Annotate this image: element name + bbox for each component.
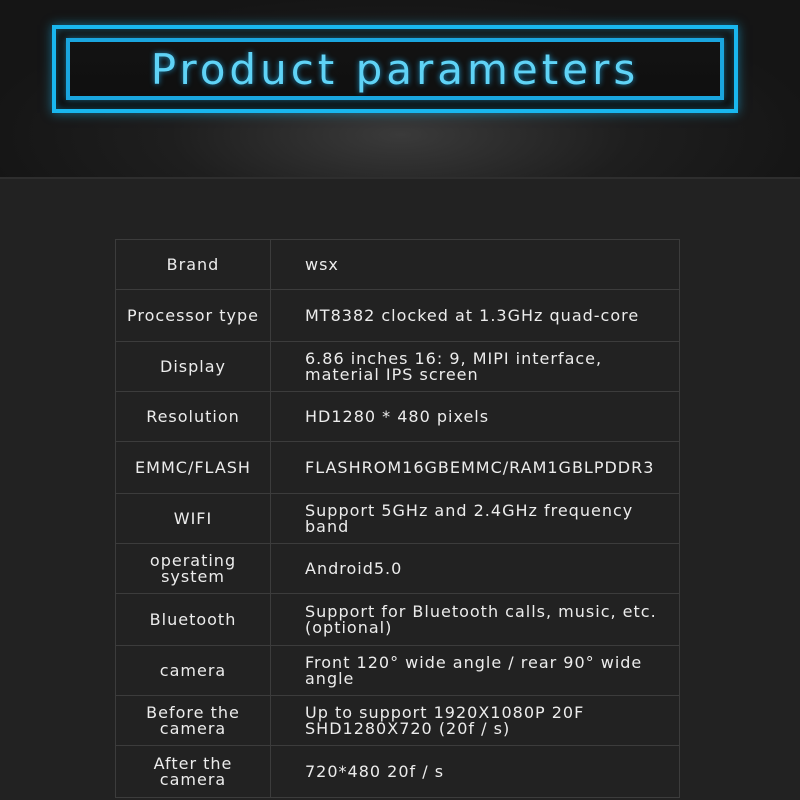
- spec-value: wsx: [305, 254, 339, 274]
- page-title: Product parameters: [150, 44, 640, 94]
- spec-label: Bluetooth: [116, 594, 271, 645]
- spec-row-before-camera: [115, 696, 680, 746]
- spec-label: Processor type: [116, 290, 271, 341]
- spec-label: EMMC/FLASH: [116, 442, 271, 493]
- spec-value: MT8382 clocked at 1.3GHz quad-core: [305, 305, 640, 325]
- spec-row-emmc-flash: [115, 442, 680, 494]
- spec-value: 6.86 inches 16: 9, MIPI interface, material IPS screen: [305, 348, 603, 384]
- spec-label: camera: [116, 646, 271, 695]
- spec-value: Support for Bluetooth calls, music, etc. (optional): [305, 601, 657, 637]
- title-frame: [52, 25, 738, 113]
- spec-value: 720*480 20f / s: [305, 761, 445, 781]
- spec-label: After the camera: [116, 746, 271, 797]
- spec-label: Before the camera: [116, 696, 271, 745]
- spec-value: FLASHROM16GBEMMC/RAM1GBLPDDR3: [305, 457, 655, 477]
- spec-row-after-camera: [115, 746, 680, 798]
- spec-row-display: [115, 342, 680, 392]
- spec-row-processor: [115, 290, 680, 342]
- spec-row-resolution: [115, 392, 680, 442]
- spec-row-operating-system: [115, 544, 680, 594]
- spec-row-brand: [115, 240, 680, 290]
- spec-label: operating system: [116, 544, 271, 593]
- spec-value: Support 5GHz and 2.4GHz frequency band: [305, 500, 634, 536]
- spec-label: WIFI: [116, 494, 271, 543]
- spec-label: Resolution: [116, 392, 271, 441]
- title-inner-frame: [66, 38, 724, 100]
- spec-value: HD1280 * 480 pixels: [305, 406, 490, 426]
- spec-value: Android5.0: [305, 558, 403, 578]
- spec-row-bluetooth: [115, 594, 680, 646]
- spec-table: [115, 239, 680, 798]
- spec-label: Brand: [116, 240, 271, 289]
- header-divider: [0, 177, 800, 179]
- spec-value: Front 120° wide angle / rear 90° wide angle: [305, 652, 643, 688]
- spec-row-wifi: [115, 494, 680, 544]
- spec-value: Up to support 1920X1080P 20F SHD1280X720 (20f / s): [305, 702, 585, 738]
- spec-label: Display: [116, 342, 271, 391]
- spec-row-camera: [115, 646, 680, 696]
